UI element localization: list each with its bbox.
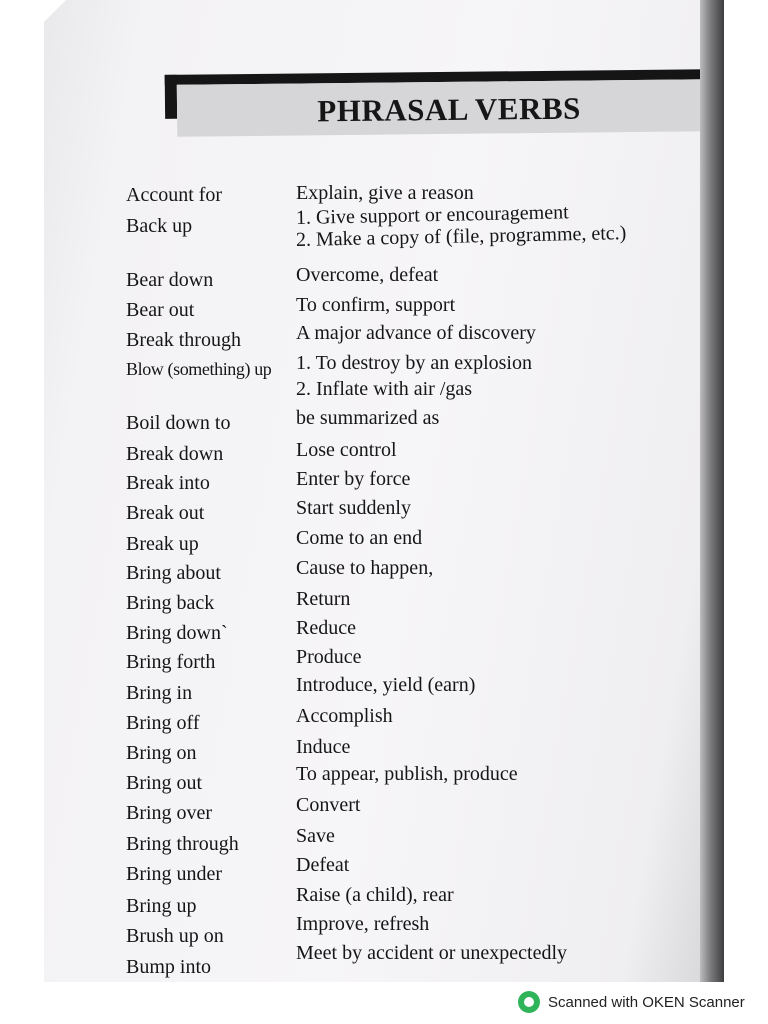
- entry-definition: be summarized as: [296, 407, 440, 429]
- entry-term: Bring back: [126, 592, 215, 614]
- entry-term: Bring down`: [126, 622, 228, 644]
- entry-term: Break down: [126, 443, 224, 465]
- entry-definition: Lose control: [296, 439, 397, 461]
- entry-term: Account for: [126, 184, 223, 206]
- entry-term: Back up: [126, 215, 193, 237]
- entry-term: Blow (something) up: [126, 359, 272, 379]
- entry-definition: Save: [296, 825, 335, 847]
- entry-definition: Cause to happen,: [296, 557, 434, 579]
- entry-term: Bring in: [126, 682, 193, 704]
- entry-definition: Improve, refresh: [296, 913, 430, 935]
- title-left-rule: [165, 75, 177, 119]
- entry-term: Bring about: [126, 562, 221, 584]
- entry-definition: Meet by accident or unexpectedly: [296, 942, 567, 964]
- entry-term: Break into: [126, 472, 210, 494]
- entry-definition: Produce: [296, 646, 362, 668]
- entry-term: Bear down: [126, 269, 214, 291]
- oken-scanner-logo-icon: [518, 991, 540, 1013]
- entry-term: Bear out: [126, 299, 195, 321]
- entry-term: Bring through: [126, 833, 239, 855]
- entry-definition: A major advance of discovery: [296, 322, 536, 344]
- entry-term: Bring on: [126, 742, 197, 764]
- entry-term: Break up: [126, 533, 199, 555]
- entry-term: Boil down to: [126, 412, 231, 434]
- entry-definition: Raise (a child), rear: [296, 884, 454, 906]
- entry-definition-continued: 2. Make a copy of (file, programme, etc.): [295, 222, 627, 251]
- entry-definition: Convert: [296, 794, 361, 816]
- entry-definition: Return: [296, 588, 351, 610]
- entry-definition: Overcome, defeat: [296, 264, 439, 286]
- entry-term: Bring under: [126, 863, 223, 885]
- entry-term: Bring forth: [126, 651, 216, 673]
- entry-definition: To appear, publish, produce: [296, 763, 518, 785]
- entry-term: Break through: [126, 329, 241, 351]
- watermark-text: Scanned with OKEN Scanner: [548, 993, 745, 1011]
- entry-term: Bump into: [126, 956, 212, 978]
- book-spine-shadow: [700, 0, 724, 982]
- entry-definition: To confirm, support: [296, 294, 456, 316]
- entry-definition: Explain, give a reason: [296, 182, 474, 204]
- entry-term: Bring over: [126, 802, 213, 824]
- entry-definition: Defeat: [296, 854, 350, 876]
- entry-definition: Start suddenly: [296, 497, 411, 519]
- entry-definition: Come to an end: [296, 527, 423, 549]
- page-title: PHRASAL VERBS: [317, 90, 581, 129]
- entry-term: Bring out: [126, 772, 203, 794]
- entry-definition: Introduce, yield (earn): [296, 674, 476, 696]
- entry-term: Bring off: [126, 712, 200, 734]
- entry-definition: Enter by force: [296, 468, 411, 490]
- page-corner: [44, 0, 66, 22]
- scanner-watermark: [518, 991, 745, 1013]
- entry-term: Bring up: [126, 895, 197, 917]
- entry-term: Break out: [126, 502, 205, 524]
- entry-definition: Accomplish: [296, 705, 393, 727]
- entry-definition-continued: 2. Inflate with air /gas: [296, 378, 473, 400]
- entry-definition: 1. Give support or encouragement: [295, 201, 569, 229]
- entry-definition: Induce: [296, 736, 351, 758]
- entry-definition: Reduce: [296, 617, 356, 639]
- entry-term: Brush up on: [126, 925, 224, 947]
- title-bar: [165, 69, 706, 137]
- entry-definition: 1. To destroy by an explosion: [296, 352, 532, 374]
